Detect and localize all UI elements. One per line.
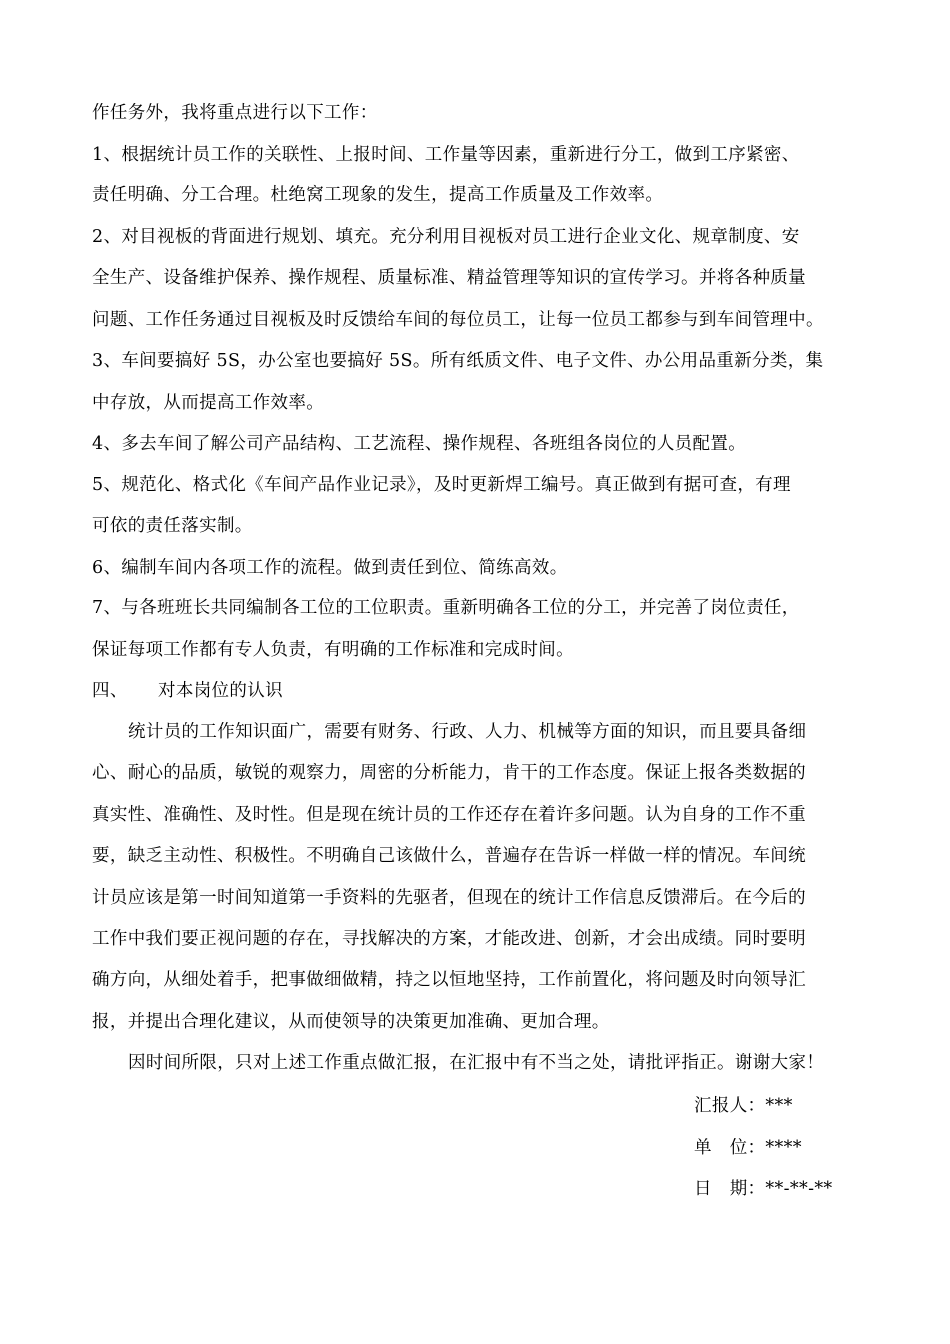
list-item-7: 7、与各班班长共同编制各工位的工位职责。重新明确各工位的分工，并完善了岗位责任， [92,598,800,618]
list-item-4: 4、多去车间了解公司产品结构、工艺流程、操作规程、各班组各岗位的人员配置。 [92,434,747,454]
list-item-1: 1、根据统计员工作的关联性、上报时间、工作量等因素，重新进行分工，做到工序紧密、 [92,145,800,165]
list-item-6: 6、编制车间内各项工作的流程。做到责任到位、简练高效。 [92,558,568,578]
section-number: 四、 [92,681,128,701]
list-item-2-cont: 问题、工作任务通过目视板及时反馈给车间的每位员工，让每一位员工都参与到车间管理中。 [92,310,824,330]
section-title: 对本岗位的认识 [158,681,283,701]
paragraph-line: 要，缺乏主动性、积极性。不明确自己该做什么，普遍存在告诉一样做一样的情况。车间统 [92,846,806,866]
section-heading [92,679,882,703]
text-line: 作任务外，我将重点进行以下工作： [92,103,378,123]
list-item-2-cont: 全生产、设备维护保养、操作规程、质量标准、精益管理等知识的宣传学习。并将各种质量 [92,268,806,288]
paragraph-line: 报，并提出合理化建议，从而使领导的决策更加准确、更加合理。 [92,1012,610,1032]
list-item-5-cont: 可依的责任落实制。 [92,516,253,536]
paragraph-line: 真实性、准确性、及时性。但是现在统计员的工作还存在着许多问题。认为自身的工作不重 [92,805,806,825]
list-item-2: 2、对目视板的背面进行规划、填充。充分利用目视板对员工进行企业文化、规章制度、安 [92,227,800,247]
paragraph-line: 工作中我们要正视问题的存在，寻找解决的方案，才能改进、创新，才会出成绩。同时要明 [92,929,806,949]
paragraph-line: 计员应该是第一时间知道第一手资料的先驱者，但现在的统计工作信息反馈滞后。在今后的 [92,888,806,908]
list-item-3-cont: 中存放，从而提高工作效率。 [92,393,325,413]
paragraph-line: 心、耐心的品质，敏锐的观察力，周密的分析能力，肯干的工作态度。保证上报各类数据的 [92,763,806,783]
list-item-3: 3、车间要搞好 5S，办公室也要搞好 5S。所有纸质文件、电子文件、办公用品重新分类，集 [92,351,824,371]
signature-unit: 单 位：**** [694,1138,802,1158]
signature-date: 日 期：**-**-** [694,1179,833,1199]
list-item-1-cont: 责任明确、分工合理。杜绝窝工现象的发生，提高工作质量及工作效率。 [92,185,664,205]
signature-reporter: 汇报人：*** [694,1096,793,1116]
paragraph-line: 统计员的工作知识面广，需要有财务、行政、人力、机械等方面的知识，而且要具备细 [128,722,807,742]
closing-line: 因时间所限，只对上述工作重点做汇报，在汇报中有不当之处，请批评指正。谢谢大家！ [128,1053,825,1073]
paragraph-line: 确方向，从细处着手，把事做细做精，持之以恒地坚持，工作前置化，将问题及时向领导汇 [92,970,806,990]
list-item-5: 5、规范化、格式化《车间产品作业记录》，及时更新焊工编号。真正做到有据可查，有理 [92,475,791,495]
list-item-7-cont: 保证每项工作都有专人负责，有明确的工作标准和完成时间。 [92,640,574,660]
